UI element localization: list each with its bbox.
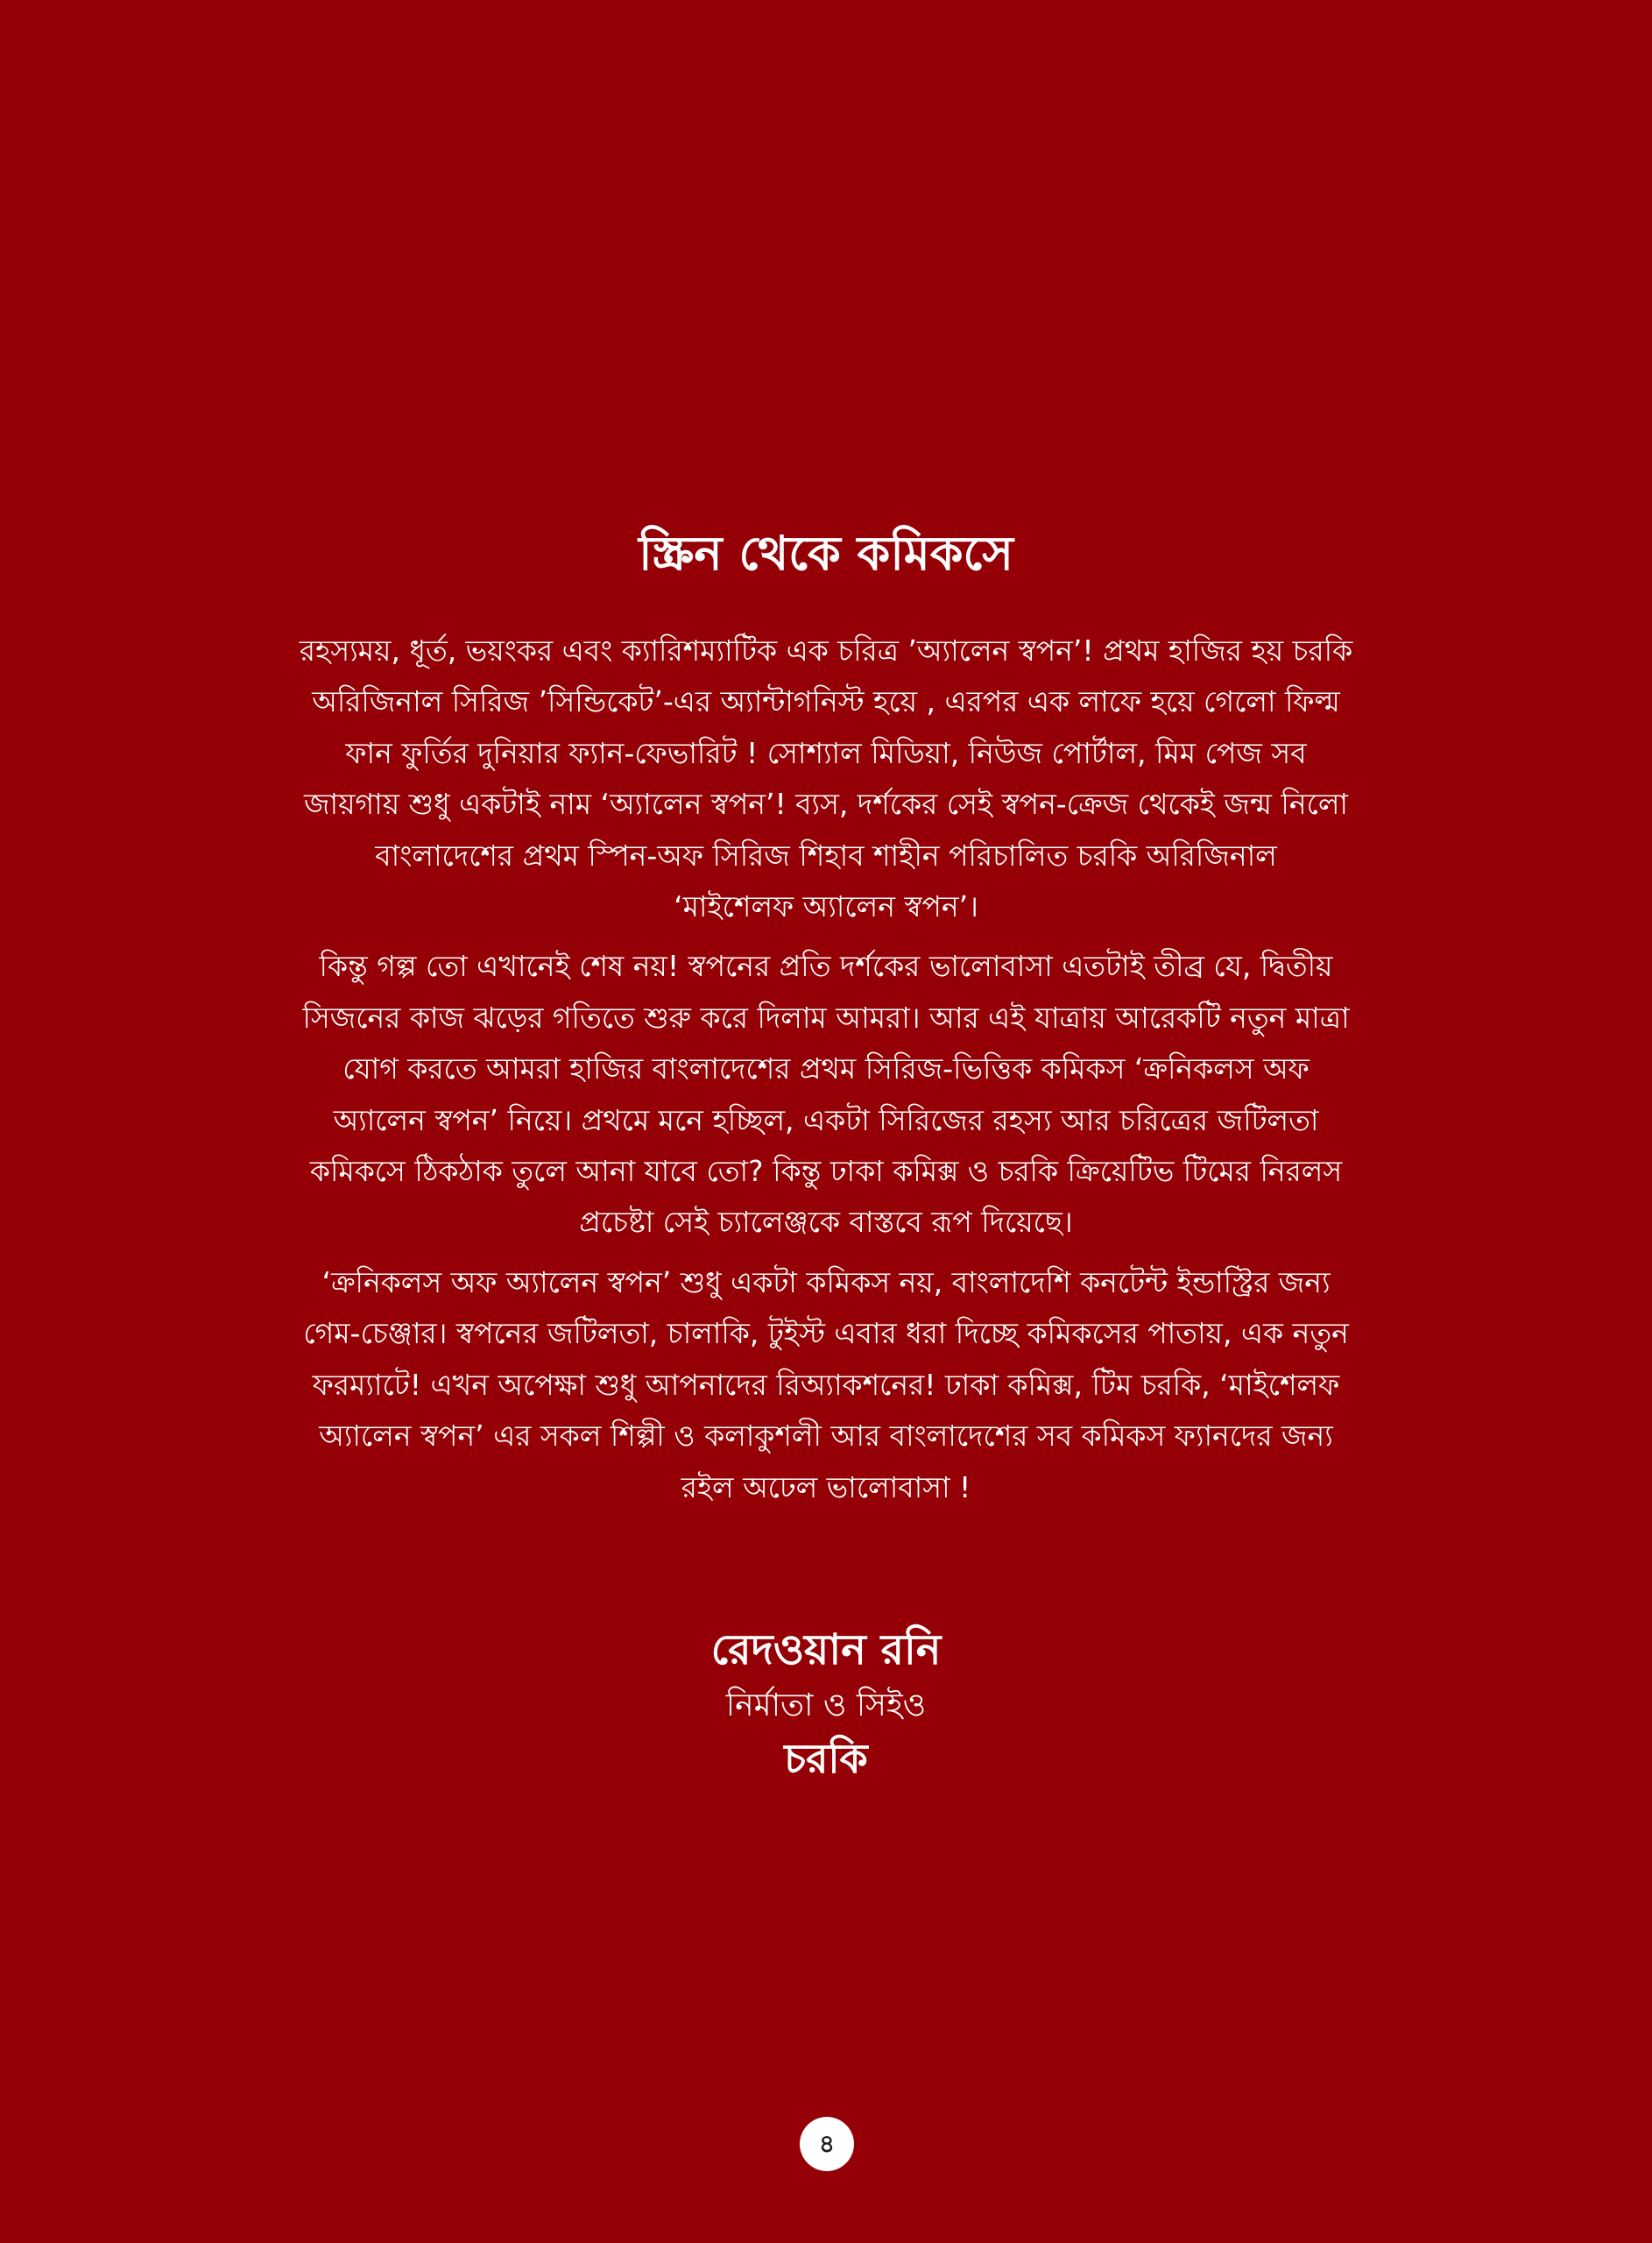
paragraph-line: অরিজিনাল সিরিজ ’সিন্ডিকেট’-এর অ্যান্টাগনিস্ট হয়ে , এরপর এক লাফে হয়ে গেলো ফিল্ম (312, 684, 1340, 719)
paragraph-line: ‘মাইশেলফ অ্যালেন স্বপন’। (674, 889, 978, 924)
signature-name: রেদওয়ান রনি (710, 1625, 942, 1674)
paragraph-line: যোগ করতে আমরা হাজির বাংলাদেশের প্রথম সিরিজ-ভিত্তিক কমিকস ‘ক্রনিকলস অফ (342, 1051, 1310, 1086)
page-number-badge: ৪ (800, 2117, 854, 2171)
body-text (175, 626, 1477, 1513)
paragraph-line: ‘ক্রনিকলস অফ অ্যালেন স্বপন’ শুধু একটা কমিকস নয়, বাংলাদেশি কনটেন্ট ইন্ডাস্ট্রির জন্য (321, 1264, 1331, 1299)
paragraph-line: প্রচেষ্টা সেই চ্যালেঞ্জকে বাস্তবে রূপ দিয়েছে। (579, 1205, 1073, 1240)
paragraph-line: কমিকসে ঠিকঠাক তুলে আনা যাবে তো? কিন্তু ঢাকা কমিক্স ও চরকি ক্রিয়েটিভ টিমের নিরলস (309, 1154, 1343, 1189)
paragraph-spacer (175, 1249, 1477, 1257)
paragraph-line: জায়গায় শুধু একটাই নাম ‘অ্যালেন স্বপন’! ব্যস, দর্শকের সেই স্বপন-ক্রেজ থেকেই জন্ম নিলো (304, 787, 1348, 822)
paragraph-line: ফরম্যাটে! এখন অপেক্ষা শুধু আপনাদের রিঅ্যাকশনের! ঢাকা কমিক্স, টিম চরকি, ‘মাইশেলফ (312, 1367, 1340, 1402)
paragraph-spacer (175, 932, 1477, 941)
paragraph-line: সিজনের কাজ ঝড়ের গতিতে শুরু করে দিলাম আমরা। আর এই যাত্রায় আরেকটি নতুন মাত্রা (302, 1000, 1350, 1035)
paragraph-line: রইল অঢেল ভালোবাসা ! (681, 1469, 971, 1504)
paragraph-closing (175, 1257, 1477, 1513)
paragraph-line: অ্যালেন স্বপন’ নিয়ে। প্রথমে মনে হচ্ছিল, একটা সিরিজের রহস্য আর চরিত্রের জটিলতা (333, 1102, 1319, 1137)
paragraph-line: গেম-চেঞ্জার। স্বপনের জটিলতা, চালাকি, টুইস্ট এবার ধরা দিচ্ছে কমিকসের পাতায়, এক নতুন (303, 1316, 1349, 1351)
signature-organization: চরকি (784, 1735, 868, 1782)
signature-block (0, 1619, 1652, 1786)
paragraph-second-season (175, 941, 1477, 1248)
paragraph-line: বাংলাদেশের প্রথম স্পিন-অফ সিরিজ শিহাব শাহীন পরিচালিত চরকি অরিজিনাল (375, 838, 1277, 873)
signature-role: নির্মাতা ও সিইও (725, 1688, 927, 1723)
paragraph-line: কিন্তু গল্প তো এখানেই শেষ নয়! স্বপনের প্রতি দর্শকের ভালোবাসা এতটাই তীব্র যে, দ্বিতীয় (319, 949, 1333, 984)
page-title: স্ক্রিন থেকে কমিকসে (639, 526, 1013, 581)
paragraph-line: ফান ফুর্তির দুনিয়ার ফ্যান-ফেভারিট ! সোশ্যাল মিডিয়া, নিউজ পোর্টাল, মিম পেজ সব (345, 735, 1307, 770)
paragraph-line: অ্যালেন স্বপন’ এর সকল শিল্পী ও কলাকুশলী আর বাংলাদেশের সব কমিকস ফ্যানদের জন্য (319, 1419, 1333, 1454)
paragraph-intro (175, 626, 1477, 932)
paragraph-line: রহস্যময়, ধূর্ত, ভয়ংকর এবং ক্যারিশম্যাটিক এক চরিত্র ’অ্যালেন স্বপন’! প্রথম হাজির হয় চরকি (299, 633, 1353, 668)
